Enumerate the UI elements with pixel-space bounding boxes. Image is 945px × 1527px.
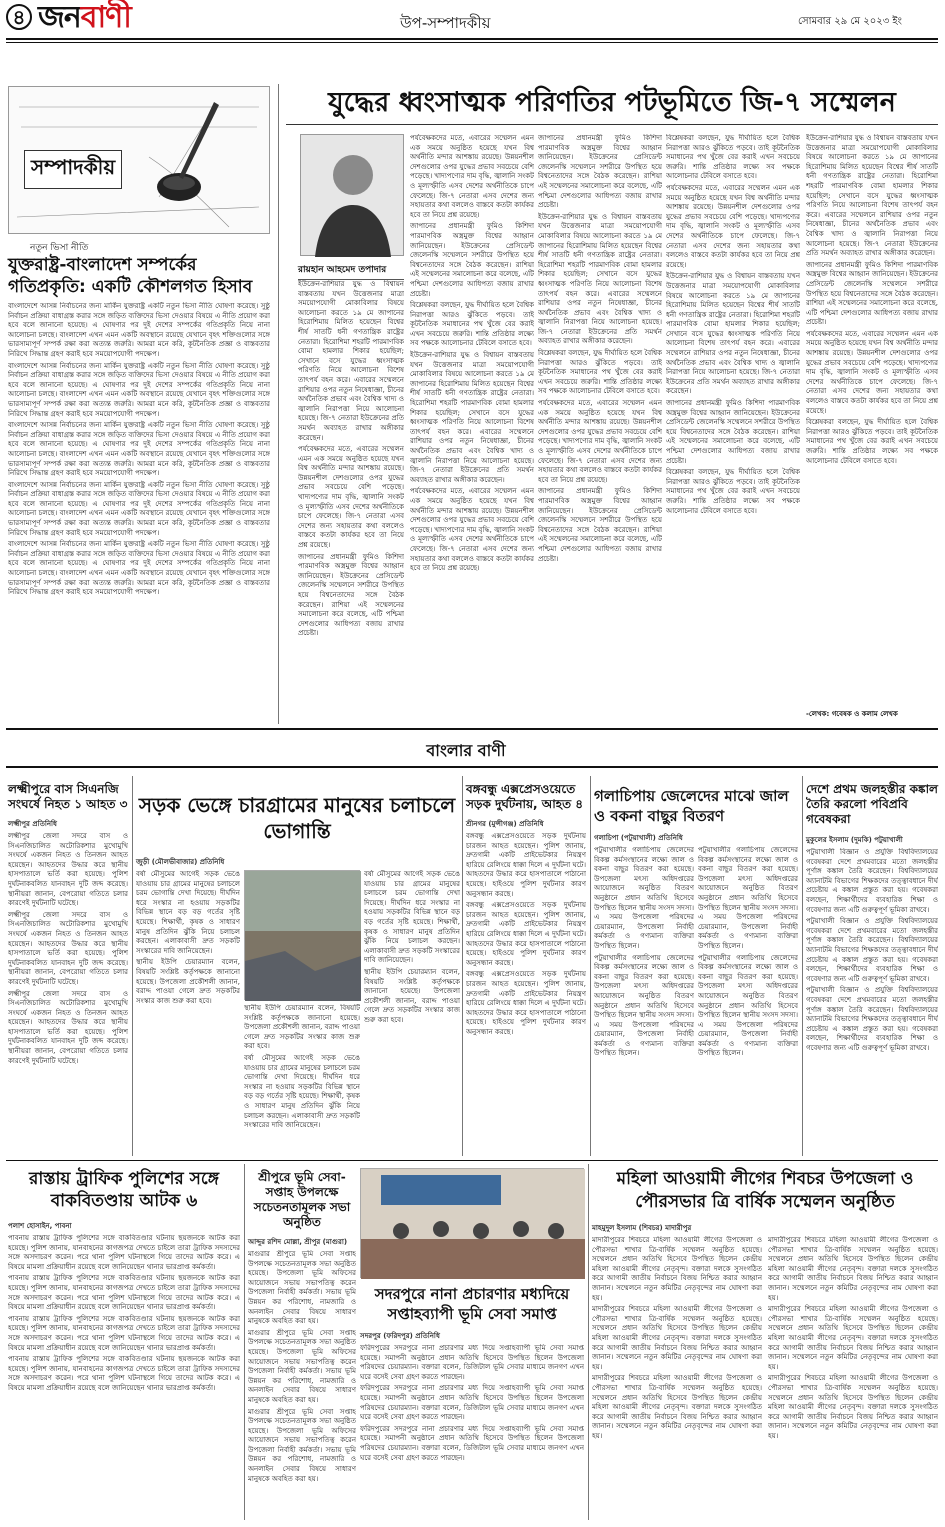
news-mahila-body-col2: মাদারীপুরের শিবচরে মহিলা আওয়ামী লীগের উপজেলা ও পৌরসভা শাখার ত্রি-বার্ষিক সম্মেলন অনুষ্ঠিত হয়েছে। সম্মেলনে প্রধান অতিথি হিসেবে উপস্থিত ছিলেন কেন্দ্রীয় মহিলা আওয়ামী লীগের নেতৃবৃন্দ। বক্তারা দলকে সুসংগঠিত করে আগামী জাতীয় নির্বাচনে বিজয় নিশ্চিত করার আহ্বান জানান। সম্মেলনে নতুন কমিটির নেতৃবৃন্দের নাম ঘোষণা করা হয়। মাদারীপুরের শিবচরে মহিলা আওয়ামী লীগের উপজেলা ও পৌরসভা শাখার ত্রি-বার্ষিক সম্মেলন অনুষ্ঠিত হয়েছে। সম্মেলনে প্রধান অতিথি হিসেবে উপস্থিত ছিলেন কেন্দ্রীয় মহিলা আওয়ামী লীগের নেতৃবৃন্দ। বক্তারা দলকে সুসংগঠিত করে আগামী জাতীয় নির্বাচনে বিজয় নিশ্চিত করার আহ্বান জানান। সম্মেলনে নতুন কমিটির নেতৃবৃন্দের নাম ঘোষণা করা হয়। মাদারীপুরের শিবচরে মহিলা আওয়ামী লীগের উপজেলা ও পৌরসভা শাখার ত্রি-বার্ষিক সম্মেলন অনুষ্ঠিত হয়েছে। সম্মেলনে প্রধান অতিথি হিসেবে উপস্থিত ছিলেন কেন্দ্রীয় মহিলা আওয়ামী লীগের নেতৃবৃন্দ। বক্তারা দলকে সুসংগঠিত করে আগামী জাতীয় নির্বাচনে বিজয় নিশ্চিত করার আহ্বান জানান। সম্মেলনে নতুন কমিটির নেতৃবৃন্দের নাম ঘোষণা করা হয়। <box>768 1236 938 1440</box>
news-lakshmipur-headline: লক্ষ্মীপুরে বাস সিএনজি সংঘর্ষে নিহত ১ আহত ৩ <box>8 782 128 811</box>
news-road-headline: সড়ক ভেঙ্গে চারগ্রামের মানুষের চলাচলে ভোগান্তি <box>138 793 456 843</box>
news-lakshmipur-body: লক্ষ্মীপুর জেলা সদরে বাস ও সিএনজিচালিত অটোরিকশার মুখোমুখি সংঘর্ষে একজন নিহত ও তিনজন আহত হয়েছেন। আহতদের উদ্ধার করে স্থানীয় হাসপাতালে ভর্তি করা হয়েছে। পুলিশ দুর্ঘটনাকবলিত যানবাহন দুটি জব্দ করেছে। স্থানীয়রা জানান, বেপরোয়া গতিতে চলার কারণেই দুর্ঘটনাটি ঘটেছে। লক্ষ্মীপুর জেলা সদরে বাস ও সিএনজিচালিত অটোরিকশার মুখোমুখি সংঘর্ষে একজন নিহত ও তিনজন আহত হয়েছেন। আহতদের উদ্ধার করে স্থানীয় হাসপাতালে ভর্তি করা হয়েছে। পুলিশ দুর্ঘটনাকবলিত যানবাহন দুটি জব্দ করেছে। স্থানীয়রা জানান, বেপরোয়া গতিতে চলার কারণেই দুর্ঘটনাটি ঘটেছে। লক্ষ্মীপুর জেলা সদরে বাস ও সিএনজিচালিত অটোরিকশার মুখোমুখি সংঘর্ষে একজন নিহত ও তিনজন আহত হয়েছেন। আহতদের উদ্ধার করে স্থানীয় হাসপাতালে ভর্তি করা হয়েছে। পুলিশ দুর্ঘটনাকবলিত যানবাহন দুটি জব্দ করেছে। স্থানীয়রা জানান, বেপরোয়া গতিতে চলার কারণেই দুর্ঘটনাটি ঘটেছে। <box>8 832 128 1065</box>
main-body-col2: পর্যবেক্ষকদের মতে, এবারের সম্মেলন এমন এক সময়ে অনুষ্ঠিত হয়েছে যখন বিশ্ব অর্থনীতি মন্দার আশঙ্কায় রয়েছে। উন্নয়নশীল দেশগুলোর ওপর যুদ্ধের প্রভাব সবচেয়ে বেশি পড়েছে। খাদ্যপণ্যের দাম বৃদ্ধি, জ্বালানি সংকট ও মূল্যস্ফীতি এসব দেশের অর্থনীতিকে চাপে ফেলেছে। জি-৭ নেতারা এসব দেশের জন্য সহায়তার কথা বললেও বাস্তবে কতটা কার্যকর হবে তা নিয়ে প্রশ্ন রয়েছে। জাপানের প্রধানমন্ত্রী ফুমিও কিশিদা পারমাণবিক অস্ত্রমুক্ত বিশ্বের আহ্বান জানিয়েছেন। ইউক্রেনের প্রেসিডেন্ট জেলেনস্কি সম্মেলনে সশরীরে উপস্থিত হয়ে বিশ্বনেতাদের সঙ্গে বৈঠক করেছেন। রাশিয়া এই সম্মেলনের সমালোচনা করে বলেছে, এটি পশ্চিমা দেশগুলোর আধিপত্য বজায় রাখার প্রচেষ্টা। বিশ্লেষকরা বলছেন, যুদ্ধ দীর্ঘায়িত হলে বৈশ্বিক নিরাপত্তা আরও ঝুঁকিতে পড়বে। তাই কূটনৈতিক সমাধানের পথ খুঁজে বের করাই এখন সবচেয়ে জরুরি। শান্তি প্রতিষ্ঠার লক্ষ্যে সব পক্ষকে আলোচনার টেবিলে বসাতে হবে। ইউক্রেন-রাশিয়ার যুদ্ধ ও বিশ্বায়ন বাস্তবতায় যখন উত্তেজনার মাত্রা সময়োপযোগী মোকাবিলার বিষয়ে আলোচনা করতে ১৯ মে জাপানের হিরোশিমায় মিলিত হয়েছেন বিশ্বের শীর্ষ সাতটি ধনী গণতান্ত্রিক রাষ্ট্রের নেতারা। হিরোশিমা শহরটি পারমাণবিক বোমা হামলার শিকার হয়েছিল; সেখানে বসে যুদ্ধের ধ্বংসাত্মক পরিণতি নিয়ে আলোচনা বিশেষ তাৎপর্য বহন করে। এবারের সম্মেলনে রাশিয়ার ওপর নতুন নিষেধাজ্ঞা, চীনের অর্থনৈতিক প্রভাব এবং বৈশ্বিক খাদ্য ও জ্বালানি নিরাপত্তা নিয়ে আলোচনা হয়েছে। জি-৭ নেতারা ইউক্রেনের প্রতি সমর্থন অব্যাহত রাখার অঙ্গীকার করেছেন। পর্যবেক্ষকদের মতে, এবারের সম্মেলন এমন এক সময়ে অনুষ্ঠিত হয়েছে যখন বিশ্ব অর্থনীতি মন্দার আশঙ্কায় রয়েছে। উন্নয়নশীল দেশগুলোর ওপর যুদ্ধের প্রভাব সবচেয়ে বেশি পড়েছে। খাদ্যপণ্যের দাম বৃদ্ধি, জ্বালানি সংকট ও মূল্যস্ফীতি এসব দেশের অর্থনীতিকে চাপে ফেলেছে। জি-৭ নেতারা এসব দেশের জন্য সহায়তার কথা বললেও বাস্তবে কতটা কার্যকর হবে তা নিয়ে প্রশ্ন রয়েছে। <box>410 134 534 573</box>
news-mahila-headline: মহিলা আওয়ামী লীগের শিবচর উপজেলা ও পৌরসভার ত্রি বার্ষিক সম্মেলন অনুষ্ঠিত <box>616 1169 914 1212</box>
news-mahila-body-col1: মাদারীপুরের শিবচরে মহিলা আওয়ামী লীগের উপজেলা ও পৌরসভা শাখার ত্রি-বার্ষিক সম্মেলন অনুষ্ঠিত হয়েছে। সম্মেলনে প্রধান অতিথি হিসেবে উপস্থিত ছিলেন কেন্দ্রীয় মহিলা আওয়ামী লীগের নেতৃবৃন্দ। বক্তারা দলকে সুসংগঠিত করে আগামী জাতীয় নির্বাচনে বিজয় নিশ্চিত করার আহ্বান জানান। সম্মেলনে নতুন কমিটির নেতৃবৃন্দের নাম ঘোষণা করা হয়। মাদারীপুরের শিবচরে মহিলা আওয়ামী লীগের উপজেলা ও পৌরসভা শাখার ত্রি-বার্ষিক সম্মেলন অনুষ্ঠিত হয়েছে। সম্মেলনে প্রধান অতিথি হিসেবে উপস্থিত ছিলেন কেন্দ্রীয় মহিলা আওয়ামী লীগের নেতৃবৃন্দ। বক্তারা দলকে সুসংগঠিত করে আগামী জাতীয় নির্বাচনে বিজয় নিশ্চিত করার আহ্বান জানান। সম্মেলনে নতুন কমিটির নেতৃবৃন্দের নাম ঘোষণা করা হয়। মাদারীপুরের শিবচরে মহিলা আওয়ামী লীগের উপজেলা ও পৌরসভা শাখার ত্রি-বার্ষিক সম্মেলন অনুষ্ঠিত হয়েছে। সম্মেলনে প্রধান অতিথি হিসেবে উপস্থিত ছিলেন কেন্দ্রীয় মহিলা আওয়ামী লীগের নেতৃবৃন্দ। বক্তারা দলকে সুসংগঠিত করে আগামী জাতীয় নির্বাচনে বিজয় নিশ্চিত করার আহ্বান জানান। সম্মেলনে নতুন কমিটির নেতৃবৃন্দের নাম ঘোষণা করা হয়। <box>592 1236 762 1440</box>
news-galachipa-body-col2: পটুয়াখালীর গলাচিপায় জেলেদের বিকল্প কর্মসংস্থানের লক্ষ্যে জাল ও বকনা বাছুর বিতরণ করা হয়েছে। উপজেলা মৎস্য অধিদপ্তরের আয়োজনে অনুষ্ঠিত বিতরণ অনুষ্ঠানে প্রধান অতিথি হিসেবে উপস্থিত ছিলেন স্থানীয় সংসদ সদস্য। এ সময় উপজেলা পরিষদের চেয়ারম্যান, উপজেলা নির্বাহী কর্মকর্তা ও গণ্যমান্য ব্যক্তিরা উপস্থিত ছিলেন। পটুয়াখালীর গলাচিপায় জেলেদের বিকল্প কর্মসংস্থানের লক্ষ্যে জাল ও বকনা বাছুর বিতরণ করা হয়েছে। উপজেলা মৎস্য অধিদপ্তরের আয়োজনে অনুষ্ঠিত বিতরণ অনুষ্ঠানে প্রধান অতিথি হিসেবে উপস্থিত ছিলেন স্থানীয় সংসদ সদস্য। এ সময় উপজেলা পরিষদের চেয়ারম্যান, উপজেলা নির্বাহী কর্মকর্তা ও গণ্যমান্য ব্যক্তিরা উপস্থিত ছিলেন। <box>698 846 798 1058</box>
news-mahila-byline: মাহমুদুল ইসলাম (শিবচর) মাদারীপুর <box>592 1224 692 1232</box>
editorial-kicker: নতুন ভিসা নীতি <box>30 243 89 253</box>
news-kankal-body: পটুয়াখালী বিজ্ঞান ও প্রযুক্তি বিশ্ববিদ্যালয়ের গবেষকরা দেশে প্রথমবারের মতো জলহস্তীর পূর্ণাঙ্গ কঙ্কাল তৈরি করেছেন। বিশ্ববিদ্যালয়ের অ্যানাটমি বিভাগের শিক্ষকদের তত্ত্বাবধানে দীর্ঘ প্রচেষ্টায় এ কঙ্কাল প্রস্তুত করা হয়। গবেষকরা বলছেন, শিক্ষার্থীদের ব্যবহারিক শিক্ষা ও গবেষণার জন্য এটি গুরুত্বপূর্ণ ভূমিকা রাখবে। পটুয়াখালী বিজ্ঞান ও প্রযুক্তি বিশ্ববিদ্যালয়ের গবেষকরা দেশে প্রথমবারের মতো জলহস্তীর পূর্ণাঙ্গ কঙ্কাল তৈরি করেছেন। বিশ্ববিদ্যালয়ের অ্যানাটমি বিভাগের শিক্ষকদের তত্ত্বাবধানে দীর্ঘ প্রচেষ্টায় এ কঙ্কাল প্রস্তুত করা হয়। গবেষকরা বলছেন, শিক্ষার্থীদের ব্যবহারিক শিক্ষা ও গবেষণার জন্য এটি গুরুত্বপূর্ণ ভূমিকা রাখবে। পটুয়াখালী বিজ্ঞান ও প্রযুক্তি বিশ্ববিদ্যালয়ের গবেষকরা দেশে প্রথমবারের মতো জলহস্তীর পূর্ণাঙ্গ কঙ্কাল তৈরি করেছেন। বিশ্ববিদ্যালয়ের অ্যানাটমি বিভাগের শিক্ষকদের তত্ত্বাবধানে দীর্ঘ প্রচেষ্টায় এ কঙ্কাল প্রস্তুত করা হয়। গবেষকরা বলছেন, শিক্ষার্থীদের ব্যবহারিক শিক্ষা ও গবেষণার জন্য এটি গুরুত্বপূর্ণ ভূমিকা রাখবে। <box>806 848 938 1052</box>
news-traffic-body: পাবনায় রাস্তায় ট্রাফিক পুলিশের সঙ্গে বাকবিতণ্ডার ঘটনায় ছয়জনকে আটক করা হয়েছে। পুলিশ জানায়, যানবাহনের কাগজপত্র দেখতে চাইলে তারা ট্রাফিক সদস্যদের সঙ্গে অসদাচরণ করেন। পরে থানা পুলিশ ঘটনাস্থলে গিয়ে তাদের আটক করে। এ বিষয়ে মামলা প্রক্রিয়াধীন রয়েছে বলে জানিয়েছেন থানার ভারপ্রাপ্ত কর্মকর্তা। পাবনায় রাস্তায় ট্রাফিক পুলিশের সঙ্গে বাকবিতণ্ডার ঘটনায় ছয়জনকে আটক করা হয়েছে। পুলিশ জানায়, যানবাহনের কাগজপত্র দেখতে চাইলে তারা ট্রাফিক সদস্যদের সঙ্গে অসদাচরণ করেন। পরে থানা পুলিশ ঘটনাস্থলে গিয়ে তাদের আটক করে। এ বিষয়ে মামলা প্রক্রিয়াধীন রয়েছে বলে জানিয়েছেন থানার ভারপ্রাপ্ত কর্মকর্তা। পাবনায় রাস্তায় ট্রাফিক পুলিশের সঙ্গে বাকবিতণ্ডার ঘটনায় ছয়জনকে আটক করা হয়েছে। পুলিশ জানায়, যানবাহনের কাগজপত্র দেখতে চাইলে তারা ট্রাফিক সদস্যদের সঙ্গে অসদাচরণ করেন। পরে থানা পুলিশ ঘটনাস্থলে গিয়ে তাদের আটক করে। এ বিষয়ে মামলা প্রক্রিয়াধীন রয়েছে বলে জানিয়েছেন থানার ভারপ্রাপ্ত কর্মকর্তা। পাবনায় রাস্তায় ট্রাফিক পুলিশের সঙ্গে বাকবিতণ্ডার ঘটনায় ছয়জনকে আটক করা হয়েছে। পুলিশ জানায়, যানবাহনের কাগজপত্র দেখতে চাইলে তারা ট্রাফিক সদস্যদের সঙ্গে অসদাচরণ করেন। পরে থানা পুলিশ ঘটনাস্থলে গিয়ে তাদের আটক করে। এ বিষয়ে মামলা প্রক্রিয়াধীন রয়েছে বলে জানিয়েছেন থানার ভারপ্রাপ্ত কর্মকর্তা। <box>8 1234 240 1392</box>
news-traffic-headline: রাস্তায় ট্রাফিক পুলিশের সঙ্গে বাকবিতণ্ডায় আটক ৬ <box>28 1169 220 1211</box>
news-expressway-body: বঙ্গবন্ধু এক্সপ্রেসওয়েতে সড়ক দুর্ঘটনায় চারজন আহত হয়েছেন। পুলিশ জানায়, দ্রুতগামী একটি প্রাইভেটকার নিয়ন্ত্রণ হারিয়ে রেলিংয়ে ধাক্কা দিলে এ দুর্ঘটনা ঘটে। আহতদের উদ্ধার করে হাসপাতালে পাঠানো হয়েছে। হাইওয়ে পুলিশ দুর্ঘটনার কারণ অনুসন্ধান করছে। বঙ্গবন্ধু এক্সপ্রেসওয়েতে সড়ক দুর্ঘটনায় চারজন আহত হয়েছেন। পুলিশ জানায়, দ্রুতগামী একটি প্রাইভেটকার নিয়ন্ত্রণ হারিয়ে রেলিংয়ে ধাক্কা দিলে এ দুর্ঘটনা ঘটে। আহতদের উদ্ধার করে হাসপাতালে পাঠানো হয়েছে। হাইওয়ে পুলিশ দুর্ঘটনার কারণ অনুসন্ধান করছে। বঙ্গবন্ধু এক্সপ্রেসওয়েতে সড়ক দুর্ঘটনায় চারজন আহত হয়েছেন। পুলিশ জানায়, দ্রুতগামী একটি প্রাইভেটকার নিয়ন্ত্রণ হারিয়ে রেলিংয়ে ধাক্কা দিলে এ দুর্ঘটনা ঘটে। আহতদের উদ্ধার করে হাসপাতালে পাঠানো হয়েছে। হাইওয়ে পুলিশ দুর্ঘটনার কারণ অনুসন্ধান করছে। <box>466 832 586 1036</box>
author-photo <box>300 134 404 256</box>
news-lakshmipur-byline: লক্ষ্মীপুর প্রতিনিধি <box>8 820 57 828</box>
author-portrait-icon <box>301 135 405 257</box>
news-sadarpur-byline: সদরপুর (ফরিদপুর) প্রতিনিধি <box>360 1332 440 1340</box>
bangla-bani-banner <box>6 728 938 768</box>
news-sadarpur-headline: সদরপুরে নানা প্রচারণার মধ্যদিয়ে সপ্তাহব্যাপী ভূমি সেবা সমাপ্ত <box>374 1285 570 1323</box>
main-body-col1: ইউক্রেন-রাশিয়ার যুদ্ধ ও বিশ্বায়ন বাস্তবতায় যখন উত্তেজনার মাত্রা সময়োপযোগী মোকাবিলার বিষয়ে আলোচনা করতে ১৯ মে জাপানের হিরোশিমায় মিলিত হয়েছেন বিশ্বের শীর্ষ সাতটি ধনী গণতান্ত্রিক রাষ্ট্রের নেতারা। হিরোশিমা শহরটি পারমাণবিক বোমা হামলার শিকার হয়েছিল; সেখানে বসে যুদ্ধের ধ্বংসাত্মক পরিণতি নিয়ে আলোচনা বিশেষ তাৎপর্য বহন করে। এবারের সম্মেলনে রাশিয়ার ওপর নতুন নিষেধাজ্ঞা, চীনের অর্থনৈতিক প্রভাব এবং বৈশ্বিক খাদ্য ও জ্বালানি নিরাপত্তা নিয়ে আলোচনা হয়েছে। জি-৭ নেতারা ইউক্রেনের প্রতি সমর্থন অব্যাহত রাখার অঙ্গীকার করেছেন। পর্যবেক্ষকদের মতে, এবারের সম্মেলন এমন এক সময়ে অনুষ্ঠিত হয়েছে যখন বিশ্ব অর্থনীতি মন্দার আশঙ্কায় রয়েছে। উন্নয়নশীল দেশগুলোর ওপর যুদ্ধের প্রভাব সবচেয়ে বেশি পড়েছে। খাদ্যপণ্যের দাম বৃদ্ধি, জ্বালানি সংকট ও মূল্যস্ফীতি এসব দেশের অর্থনীতিকে চাপে ফেলেছে। জি-৭ নেতারা এসব দেশের জন্য সহায়তার কথা বললেও বাস্তবে কতটা কার্যকর হবে তা নিয়ে প্রশ্ন রয়েছে। জাপানের প্রধানমন্ত্রী ফুমিও কিশিদা পারমাণবিক অস্ত্রমুক্ত বিশ্বের আহ্বান জানিয়েছেন। ইউক্রেনের প্রেসিডেন্ট জেলেনস্কি সম্মেলনে সশরীরে উপস্থিত হয়ে বিশ্বনেতাদের সঙ্গে বৈঠক করেছেন। রাশিয়া এই সম্মেলনের সমালোচনা করে বলেছে, এটি পশ্চিমা দেশগুলোর আধিপত্য বজায় রাখার প্রচেষ্টা। <box>298 280 404 638</box>
editorial-label: সম্পাদকীয় <box>24 150 122 189</box>
news-expressway-headline: বঙ্গবন্ধু এক্সপ্রেসওয়েতে সড়ক দুর্ঘটনায়, আহত ৪ <box>466 782 584 811</box>
masthead-part1: জন <box>38 0 81 35</box>
news-road-body-col1: বর্ষা মৌসুমের আগেই সড়ক ভেঙে যাওয়ায় চার গ্রামের মানুষের চলাচলে চরম ভোগান্তি দেখা দিয়েছে। দীর্ঘদিন ধরে সংস্কার না হওয়ায় সড়কটির বিভিন্ন স্থানে বড় বড় গর্তের সৃষ্টি হয়েছে। শিক্ষার্থী, কৃষক ও সাধারণ মানুষ প্রতিদিন ঝুঁকি নিয়ে চলাচল করছেন। এলাকাবাসী দ্রুত সড়কটি সংস্কারের দাবি জানিয়েছেন। স্থানীয় ইউপি চেয়ারম্যান বলেন, বিষয়টি সংশ্লিষ্ট কর্তৃপক্ষকে জানানো হয়েছে। উপজেলা প্রকৌশলী জানান, বরাদ্দ পাওয়া গেলে দ্রুত সড়কটির সংস্কার কাজ শুরু করা হবে। <box>136 870 240 1005</box>
news-sripur-headline: শ্রীপুরে ভূমি সেবা-সপ্তাহ উপলক্ষে সচেতনতামূলক সভা অনুষ্ঠিত <box>253 1170 351 1229</box>
news-sadarpur-photo <box>360 1168 584 1278</box>
news-expressway-byline: শ্রীনগর (মুন্সীগঞ্জ) প্রতিনিধি <box>466 820 544 828</box>
news-galachipa-body-col1: পটুয়াখালীর গলাচিপায় জেলেদের বিকল্প কর্মসংস্থানের লক্ষ্যে জাল ও বকনা বাছুর বিতরণ করা হয়েছে। উপজেলা মৎস্য অধিদপ্তরের আয়োজনে অনুষ্ঠিত বিতরণ অনুষ্ঠানে প্রধান অতিথি হিসেবে উপস্থিত ছিলেন স্থানীয় সংসদ সদস্য। এ সময় উপজেলা পরিষদের চেয়ারম্যান, উপজেলা নির্বাহী কর্মকর্তা ও গণ্যমান্য ব্যক্তিরা উপস্থিত ছিলেন। পটুয়াখালীর গলাচিপায় জেলেদের বিকল্প কর্মসংস্থানের লক্ষ্যে জাল ও বকনা বাছুর বিতরণ করা হয়েছে। উপজেলা মৎস্য অধিদপ্তরের আয়োজনে অনুষ্ঠিত বিতরণ অনুষ্ঠানে প্রধান অতিথি হিসেবে উপস্থিত ছিলেন স্থানীয় সংসদ সদস্য। এ সময় উপজেলা পরিষদের চেয়ারম্যান, উপজেলা নির্বাহী কর্মকর্তা ও গণ্যমান্য ব্যক্তিরা উপস্থিত ছিলেন। <box>594 846 694 1058</box>
main-body-col5: ইউক্রেন-রাশিয়ার যুদ্ধ ও বিশ্বায়ন বাস্তবতায় যখন উত্তেজনার মাত্রা সময়োপযোগী মোকাবিলার বিষয়ে আলোচনা করতে ১৯ মে জাপানের হিরোশিমায় মিলিত হয়েছেন বিশ্বের শীর্ষ সাতটি ধনী গণতান্ত্রিক রাষ্ট্রের নেতারা। হিরোশিমা শহরটি পারমাণবিক বোমা হামলার শিকার হয়েছিল; সেখানে বসে যুদ্ধের ধ্বংসাত্মক পরিণতি নিয়ে আলোচনা বিশেষ তাৎপর্য বহন করে। এবারের সম্মেলনে রাশিয়ার ওপর নতুন নিষেধাজ্ঞা, চীনের অর্থনৈতিক প্রভাব এবং বৈশ্বিক খাদ্য ও জ্বালানি নিরাপত্তা নিয়ে আলোচনা হয়েছে। জি-৭ নেতারা ইউক্রেনের প্রতি সমর্থন অব্যাহত রাখার অঙ্গীকার করেছেন। জাপানের প্রধানমন্ত্রী ফুমিও কিশিদা পারমাণবিক অস্ত্রমুক্ত বিশ্বের আহ্বান জানিয়েছেন। ইউক্রেনের প্রেসিডেন্ট জেলেনস্কি সম্মেলনে সশরীরে উপস্থিত হয়ে বিশ্বনেতাদের সঙ্গে বৈঠক করেছেন। রাশিয়া এই সম্মেলনের সমালোচনা করে বলেছে, এটি পশ্চিমা দেশগুলোর আধিপত্য বজায় রাখার প্রচেষ্টা। পর্যবেক্ষকদের মতে, এবারের সম্মেলন এমন এক সময়ে অনুষ্ঠিত হয়েছে যখন বিশ্ব অর্থনীতি মন্দার আশঙ্কায় রয়েছে। উন্নয়নশীল দেশগুলোর ওপর যুদ্ধের প্রভাব সবচেয়ে বেশি পড়েছে। খাদ্যপণ্যের দাম বৃদ্ধি, জ্বালানি সংকট ও মূল্যস্ফীতি এসব দেশের অর্থনীতিকে চাপে ফেলেছে। জি-৭ নেতারা এসব দেশের জন্য সহায়তার কথা বললেও বাস্তবে কতটা কার্যকর হবে তা নিয়ে প্রশ্ন রয়েছে। বিশ্লেষকরা বলছেন, যুদ্ধ দীর্ঘায়িত হলে বৈশ্বিক নিরাপত্তা আরও ঝুঁকিতে পড়বে। তাই কূটনৈতিক সমাধানের পথ খুঁজে বের করাই এখন সবচেয়ে জরুরি। শান্তি প্রতিষ্ঠার লক্ষ্যে সব পক্ষকে আলোচনার টেবিলে বসাতে হবে। <box>806 134 938 465</box>
news-kankal-headline: দেশে প্রথম জলহস্তীর কঙ্কাল তৈরি করলো পবিপ্রবি গবেষকরা <box>806 782 938 826</box>
date-label: সোমবার ২৯ মে ২০২৩ ইং <box>798 16 902 27</box>
news-galachipa-byline: গলাচিপা (পটুয়াখালী) প্রতিনিধি <box>594 834 683 842</box>
news-traffic-byline: পলাশ হোসাইন, পাবনা <box>8 1222 72 1230</box>
masthead-part2: বাণী <box>80 0 131 35</box>
section-label: উপ-সম্পাদকীয় <box>400 14 491 32</box>
news-road-photo <box>244 870 360 1000</box>
broken-road-photo-icon <box>245 871 361 1001</box>
editorial-body: বাংলাদেশে আসন্ন নির্বাচনের জন্য মার্কিন যুক্তরাষ্ট্র একটি নতুন ভিসা নীতি ঘোষণা করেছে। সুষ্ঠু নির্বাচন প্রক্রিয়া বাধাগ্রস্ত করার সঙ্গে জড়িত ব্যক্তিদের ভিসা দেওয়ার বিষয়ে এ নীতি প্রয়োগ করা হবে বলে জানানো হয়েছে। এ ঘোষণার পর দুই দেশের সম্পর্কের গতিপ্রকৃতি নিয়ে নানা আলোচনা চলছে। বাংলাদেশ এখন এমন একটি অবস্থানে রয়েছে যেখানে বৃহৎ শক্তিগুলোর সঙ্গে ভারসাম্যপূর্ণ সম্পর্ক রক্ষা করা অত্যন্ত জরুরি। আমরা মনে করি, কূটনৈতিক প্রজ্ঞা ও বাস্তবতার নিরিখে সিদ্ধান্ত গ্রহণ করাই হবে সময়োপযোগী পদক্ষেপ। বাংলাদেশে আসন্ন নির্বাচনের জন্য মার্কিন যুক্তরাষ্ট্র একটি নতুন ভিসা নীতি ঘোষণা করেছে। সুষ্ঠু নির্বাচন প্রক্রিয়া বাধাগ্রস্ত করার সঙ্গে জড়িত ব্যক্তিদের ভিসা দেওয়ার বিষয়ে এ নীতি প্রয়োগ করা হবে বলে জানানো হয়েছে। এ ঘোষণার পর দুই দেশের সম্পর্কের গতিপ্রকৃতি নিয়ে নানা আলোচনা চলছে। বাংলাদেশ এখন এমন একটি অবস্থানে রয়েছে যেখানে বৃহৎ শক্তিগুলোর সঙ্গে ভারসাম্যপূর্ণ সম্পর্ক রক্ষা করা অত্যন্ত জরুরি। আমরা মনে করি, কূটনৈতিক প্রজ্ঞা ও বাস্তবতার নিরিখে সিদ্ধান্ত গ্রহণ করাই হবে সময়োপযোগী পদক্ষেপ। বাংলাদেশে আসন্ন নির্বাচনের জন্য মার্কিন যুক্তরাষ্ট্র একটি নতুন ভিসা নীতি ঘোষণা করেছে। সুষ্ঠু নির্বাচন প্রক্রিয়া বাধাগ্রস্ত করার সঙ্গে জড়িত ব্যক্তিদের ভিসা দেওয়ার বিষয়ে এ নীতি প্রয়োগ করা হবে বলে জানানো হয়েছে। এ ঘোষণার পর দুই দেশের সম্পর্কের গতিপ্রকৃতি নিয়ে নানা আলোচনা চলছে। বাংলাদেশ এখন এমন একটি অবস্থানে রয়েছে যেখানে বৃহৎ শক্তিগুলোর সঙ্গে ভারসাম্যপূর্ণ সম্পর্ক রক্ষা করা অত্যন্ত জরুরি। আমরা মনে করি, কূটনৈতিক প্রজ্ঞা ও বাস্তবতার নিরিখে সিদ্ধান্ত গ্রহণ করাই হবে সময়োপযোগী পদক্ষেপ। বাংলাদেশে আসন্ন নির্বাচনের জন্য মার্কিন যুক্তরাষ্ট্র একটি নতুন ভিসা নীতি ঘোষণা করেছে। সুষ্ঠু নির্বাচন প্রক্রিয়া বাধাগ্রস্ত করার সঙ্গে জড়িত ব্যক্তিদের ভিসা দেওয়ার বিষয়ে এ নীতি প্রয়োগ করা হবে বলে জানানো হয়েছে। এ ঘোষণার পর দুই দেশের সম্পর্কের গতিপ্রকৃতি নিয়ে নানা আলোচনা চলছে। বাংলাদেশ এখন এমন একটি অবস্থানে রয়েছে যেখানে বৃহৎ শক্তিগুলোর সঙ্গে ভারসাম্যপূর্ণ সম্পর্ক রক্ষা করা অত্যন্ত জরুরি। আমরা মনে করি, কূটনৈতিক প্রজ্ঞা ও বাস্তবতার নিরিখে সিদ্ধান্ত গ্রহণ করাই হবে সময়োপযোগী পদক্ষেপ। বাংলাদেশে আসন্ন নির্বাচনের জন্য মার্কিন যুক্তরাষ্ট্র একটি নতুন ভিসা নীতি ঘোষণা করেছে। সুষ্ঠু নির্বাচন প্রক্রিয়া বাধাগ্রস্ত করার সঙ্গে জড়িত ব্যক্তিদের ভিসা দেওয়ার বিষয়ে এ নীতি প্রয়োগ করা হবে বলে জানানো হয়েছে। এ ঘোষণার পর দুই দেশের সম্পর্কের গতিপ্রকৃতি নিয়ে নানা আলোচনা চলছে। বাংলাদেশ এখন এমন একটি অবস্থানে রয়েছে যেখানে বৃহৎ শক্তিগুলোর সঙ্গে ভারসাম্যপূর্ণ সম্পর্ক রক্ষা করা অত্যন্ত জরুরি। আমরা মনে করি, কূটনৈতিক প্রজ্ঞা ও বাস্তবতার নিরিখে সিদ্ধান্ত গ্রহণ করাই হবে সময়োপযোগী পদক্ষেপ। <box>8 302 270 597</box>
editorial-headline: যুক্তরাষ্ট্র-বাংলাদেশ সম্পর্কের গতিপ্রকৃতি: একটি কৌশলগত হিসাব <box>8 255 253 297</box>
main-byline: রায়হান আহমেদ তপাদার <box>298 262 404 280</box>
meeting-photo-icon <box>361 1169 585 1279</box>
news-road-body-col3: বর্ষা মৌসুমের আগেই সড়ক ভেঙে যাওয়ায় চার গ্রামের মানুষের চলাচলে চরম ভোগান্তি দেখা দিয়েছে। দীর্ঘদিন ধরে সংস্কার না হওয়ায় সড়কটির বিভিন্ন স্থানে বড় বড় গর্তের সৃষ্টি হয়েছে। শিক্ষার্থী, কৃষক ও সাধারণ মানুষ প্রতিদিন ঝুঁকি নিয়ে চলাচল করছেন। এলাকাবাসী দ্রুত সড়কটি সংস্কারের দাবি জানিয়েছেন। স্থানীয় ইউপি চেয়ারম্যান বলেন, বিষয়টি সংশ্লিষ্ট কর্তৃপক্ষকে জানানো হয়েছে। উপজেলা প্রকৌশলী জানান, বরাদ্দ পাওয়া গেলে দ্রুত সড়কটির সংস্কার কাজ শুরু করা হবে। <box>364 870 460 1024</box>
main-footer: -লেখক: গবেষক ও কলাম লেখক <box>806 710 898 718</box>
news-sripur-body: মাগুরার শ্রীপুরে ভূমি সেবা সপ্তাহ উপলক্ষে সচেতনতামূলক সভা অনুষ্ঠিত হয়েছে। উপজেলা ভূমি অফিসের আয়োজনে সভায় সভাপতিত্ব করেন উপজেলা নির্বাহী কর্মকর্তা। সভায় ভূমি উন্নয়ন কর পরিশোধ, নামজারি ও অনলাইন সেবার বিষয়ে সাধারণ মানুষকে অবহিত করা হয়। মাগুরার শ্রীপুরে ভূমি সেবা সপ্তাহ উপলক্ষে সচেতনতামূলক সভা অনুষ্ঠিত হয়েছে। উপজেলা ভূমি অফিসের আয়োজনে সভায় সভাপতিত্ব করেন উপজেলা নির্বাহী কর্মকর্তা। সভায় ভূমি উন্নয়ন কর পরিশোধ, নামজারি ও অনলাইন সেবার বিষয়ে সাধারণ মানুষকে অবহিত করা হয়। মাগুরার শ্রীপুরে ভূমি সেবা সপ্তাহ উপলক্ষে সচেতনতামূলক সভা অনুষ্ঠিত হয়েছে। উপজেলা ভূমি অফিসের আয়োজনে সভায় সভাপতিত্ব করেন উপজেলা নির্বাহী কর্মকর্তা। সভায় ভূমি উন্নয়ন কর পরিশোধ, নামজারি ও অনলাইন সেবার বিষয়ে সাধারণ মানুষকে অবহিত করা হয়। <box>248 1250 356 1483</box>
page-number: ৪ <box>6 4 32 30</box>
news-galachipa-headline: গলাচিপায় জেলেদের মাঝে জাল ও বকনা বাছুর বিতরণ <box>594 787 789 825</box>
main-body-col3: জাপানের প্রধানমন্ত্রী ফুমিও কিশিদা পারমাণবিক অস্ত্রমুক্ত বিশ্বের আহ্বান জানিয়েছেন। ইউক্রেনের প্রেসিডেন্ট জেলেনস্কি সম্মেলনে সশরীরে উপস্থিত হয়ে বিশ্বনেতাদের সঙ্গে বৈঠক করেছেন। রাশিয়া এই সম্মেলনের সমালোচনা করে বলেছে, এটি পশ্চিমা দেশগুলোর আধিপত্য বজায় রাখার প্রচেষ্টা। ইউক্রেন-রাশিয়ার যুদ্ধ ও বিশ্বায়ন বাস্তবতায় যখন উত্তেজনার মাত্রা সময়োপযোগী মোকাবিলার বিষয়ে আলোচনা করতে ১৯ মে জাপানের হিরোশিমায় মিলিত হয়েছেন বিশ্বের শীর্ষ সাতটি ধনী গণতান্ত্রিক রাষ্ট্রের নেতারা। হিরোশিমা শহরটি পারমাণবিক বোমা হামলার শিকার হয়েছিল; সেখানে বসে যুদ্ধের ধ্বংসাত্মক পরিণতি নিয়ে আলোচনা বিশেষ তাৎপর্য বহন করে। এবারের সম্মেলনে রাশিয়ার ওপর নতুন নিষেধাজ্ঞা, চীনের অর্থনৈতিক প্রভাব এবং বৈশ্বিক খাদ্য ও জ্বালানি নিরাপত্তা নিয়ে আলোচনা হয়েছে। জি-৭ নেতারা ইউক্রেনের প্রতি সমর্থন অব্যাহত রাখার অঙ্গীকার করেছেন। বিশ্লেষকরা বলছেন, যুদ্ধ দীর্ঘায়িত হলে বৈশ্বিক নিরাপত্তা আরও ঝুঁকিতে পড়বে। তাই কূটনৈতিক সমাধানের পথ খুঁজে বের করাই এখন সবচেয়ে জরুরি। শান্তি প্রতিষ্ঠার লক্ষ্যে সব পক্ষকে আলোচনার টেবিলে বসাতে হবে। পর্যবেক্ষকদের মতে, এবারের সম্মেলন এমন এক সময়ে অনুষ্ঠিত হয়েছে যখন বিশ্ব অর্থনীতি মন্দার আশঙ্কায় রয়েছে। উন্নয়নশীল দেশগুলোর ওপর যুদ্ধের প্রভাব সবচেয়ে বেশি পড়েছে। খাদ্যপণ্যের দাম বৃদ্ধি, জ্বালানি সংকট ও মূল্যস্ফীতি এসব দেশের অর্থনীতিকে চাপে ফেলেছে। জি-৭ নেতারা এসব দেশের জন্য সহায়তার কথা বললেও বাস্তবে কতটা কার্যকর হবে তা নিয়ে প্রশ্ন রয়েছে। জাপানের প্রধানমন্ত্রী ফুমিও কিশিদা পারমাণবিক অস্ত্রমুক্ত বিশ্বের আহ্বান জানিয়েছেন। ইউক্রেনের প্রেসিডেন্ট জেলেনস্কি সম্মেলনে সশরীরে উপস্থিত হয়ে বিশ্বনেতাদের সঙ্গে বৈঠক করেছেন। রাশিয়া এই সম্মেলনের সমালোচনা করে বলেছে, এটি পশ্চিমা দেশগুলোর আধিপত্য বজায় রাখার প্রচেষ্টা। <box>538 134 662 563</box>
main-body-col4: বিশ্লেষকরা বলছেন, যুদ্ধ দীর্ঘায়িত হলে বৈশ্বিক নিরাপত্তা আরও ঝুঁকিতে পড়বে। তাই কূটনৈতিক সমাধানের পথ খুঁজে বের করাই এখন সবচেয়ে জরুরি। শান্তি প্রতিষ্ঠার লক্ষ্যে সব পক্ষকে আলোচনার টেবিলে বসাতে হবে। পর্যবেক্ষকদের মতে, এবারের সম্মেলন এমন এক সময়ে অনুষ্ঠিত হয়েছে যখন বিশ্ব অর্থনীতি মন্দার আশঙ্কায় রয়েছে। উন্নয়নশীল দেশগুলোর ওপর যুদ্ধের প্রভাব সবচেয়ে বেশি পড়েছে। খাদ্যপণ্যের দাম বৃদ্ধি, জ্বালানি সংকট ও মূল্যস্ফীতি এসব দেশের অর্থনীতিকে চাপে ফেলেছে। জি-৭ নেতারা এসব দেশের জন্য সহায়তার কথা বললেও বাস্তবে কতটা কার্যকর হবে তা নিয়ে প্রশ্ন রয়েছে। ইউক্রেন-রাশিয়ার যুদ্ধ ও বিশ্বায়ন বাস্তবতায় যখন উত্তেজনার মাত্রা সময়োপযোগী মোকাবিলার বিষয়ে আলোচনা করতে ১৯ মে জাপানের হিরোশিমায় মিলিত হয়েছেন বিশ্বের শীর্ষ সাতটি ধনী গণতান্ত্রিক রাষ্ট্রের নেতারা। হিরোশিমা শহরটি পারমাণবিক বোমা হামলার শিকার হয়েছিল; সেখানে বসে যুদ্ধের ধ্বংসাত্মক পরিণতি নিয়ে আলোচনা বিশেষ তাৎপর্য বহন করে। এবারের সম্মেলনে রাশিয়ার ওপর নতুন নিষেধাজ্ঞা, চীনের অর্থনৈতিক প্রভাব এবং বৈশ্বিক খাদ্য ও জ্বালানি নিরাপত্তা নিয়ে আলোচনা হয়েছে। জি-৭ নেতারা ইউক্রেনের প্রতি সমর্থন অব্যাহত রাখার অঙ্গীকার করেছেন। জাপানের প্রধানমন্ত্রী ফুমিও কিশিদা পারমাণবিক অস্ত্রমুক্ত বিশ্বের আহ্বান জানিয়েছেন। ইউক্রেনের প্রেসিডেন্ট জেলেনস্কি সম্মেলনে সশরীরে উপস্থিত হয়ে বিশ্বনেতাদের সঙ্গে বৈঠক করেছেন। রাশিয়া এই সম্মেলনের সমালোচনা করে বলেছে, এটি পশ্চিমা দেশগুলোর আধিপত্য বজায় রাখার প্রচেষ্টা। বিশ্লেষকরা বলছেন, যুদ্ধ দীর্ঘায়িত হলে বৈশ্বিক নিরাপত্তা আরও ঝুঁকিতে পড়বে। তাই কূটনৈতিক সমাধানের পথ খুঁজে বের করাই এখন সবচেয়ে জরুরি। শান্তি প্রতিষ্ঠার লক্ষ্যে সব পক্ষকে আলোচনার টেবিলে বসাতে হবে। <box>666 134 800 515</box>
main-headline: যুদ্ধের ধ্বংসাত্মক পরিণতির পটভূমিতে জি-৭ সম্মেলন <box>286 86 938 125</box>
news-sadarpur-body: ফরিদপুরের সদরপুরে নানা প্রচারণার মধ্য দিয়ে সপ্তাহব্যাপী ভূমি সেবা সমাপ্ত হয়েছে। সমাপনী অনুষ্ঠানে প্রধান অতিথি হিসেবে উপস্থিত ছিলেন উপজেলা পরিষদের চেয়ারম্যান। বক্তারা বলেন, ডিজিটাল ভূমি সেবার মাধ্যমে জনগণ এখন ঘরে বসেই সেবা গ্রহণ করতে পারছেন। ফরিদপুরের সদরপুরে নানা প্রচারণার মধ্য দিয়ে সপ্তাহব্যাপী ভূমি সেবা সমাপ্ত হয়েছে। সমাপনী অনুষ্ঠানে প্রধান অতিথি হিসেবে উপস্থিত ছিলেন উপজেলা পরিষদের চেয়ারম্যান। বক্তারা বলেন, ডিজিটাল ভূমি সেবার মাধ্যমে জনগণ এখন ঘরে বসেই সেবা গ্রহণ করতে পারছেন। ফরিদপুরের সদরপুরে নানা প্রচারণার মধ্য দিয়ে সপ্তাহব্যাপী ভূমি সেবা সমাপ্ত হয়েছে। সমাপনী অনুষ্ঠানে প্রধান অতিথি হিসেবে উপস্থিত ছিলেন উপজেলা পরিষদের চেয়ারম্যান। বক্তারা বলেন, ডিজিটাল ভূমি সেবার মাধ্যমে জনগণ এখন ঘরে বসেই সেবা গ্রহণ করতে পারছেন। <box>360 1344 584 1462</box>
bangla-bani-label: বাংলার বাণী <box>426 741 506 760</box>
masthead-logo <box>38 2 131 34</box>
news-kankal-byline: মুকুলের ইসলাম (দুমকি) পটুয়াখালী <box>806 836 903 844</box>
news-road-body-col2: স্থানীয় ইউপি চেয়ারম্যান বলেন, বিষয়টি সংশ্লিষ্ট কর্তৃপক্ষকে জানানো হয়েছে। উপজেলা প্রকৌশলী জানান, বরাদ্দ পাওয়া গেলে দ্রুত সড়কটির সংস্কার কাজ শুরু করা হবে। বর্ষা মৌসুমের আগেই সড়ক ভেঙে যাওয়ায় চার গ্রামের মানুষের চলাচলে চরম ভোগান্তি দেখা দিয়েছে। দীর্ঘদিন ধরে সংস্কার না হওয়ায় সড়কটির বিভিন্ন স্থানে বড় বড় গর্তের সৃষ্টি হয়েছে। শিক্ষার্থী, কৃষক ও সাধারণ মানুষ প্রতিদিন ঝুঁকি নিয়ে চলাচল করছেন। এলাকাবাসী দ্রুত সড়কটি সংস্কারের দাবি জানিয়েছেন। <box>244 1004 360 1130</box>
news-road-byline: জুড়ী (মৌলভীবাজার) প্রতিনিধি <box>136 858 225 866</box>
news-sripur-byline: আব্দুর রশিদ মোল্লা, শ্রীপুর (মাগুরা) <box>248 1238 348 1246</box>
